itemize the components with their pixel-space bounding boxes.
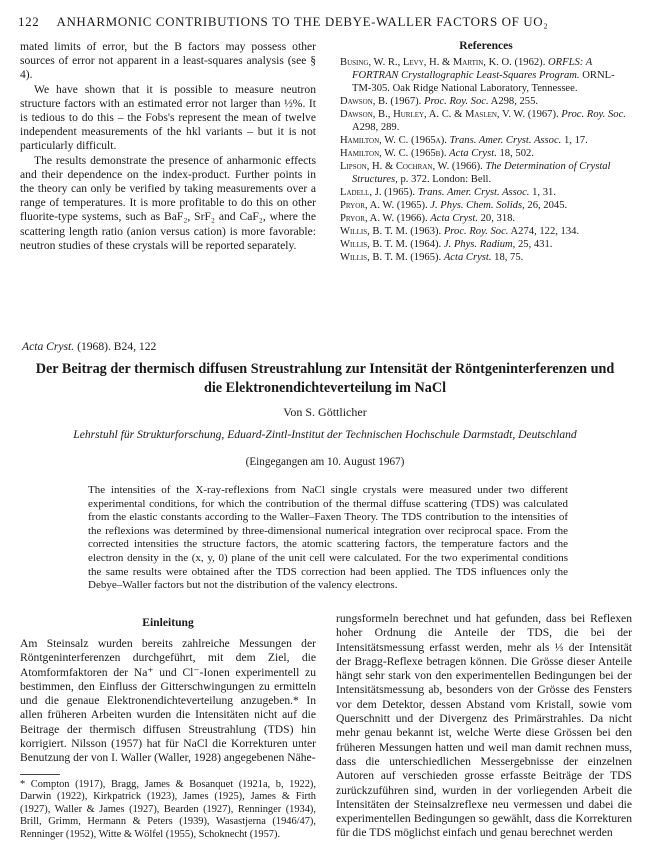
reference-authors: Willis, B. T. M. (1965).: [340, 252, 442, 263]
reference-details: A274, 122, 134.: [510, 226, 580, 237]
reference-details: 1, 17.: [563, 135, 588, 146]
reference-item: [340, 56, 632, 95]
reference-authors: Pryor, A. W. (1966).: [340, 213, 428, 224]
reference-details: A298, 289.: [352, 122, 400, 133]
reference-authors: Hamilton, W. C. (1965a).: [340, 135, 447, 146]
reference-title: ORFLS: A FORTRAN Crystallographic Least-Squares Program.: [352, 57, 593, 81]
journal-name: Acta Cryst.: [22, 340, 75, 353]
journal-citation: [22, 340, 156, 353]
reference-title: J. Phys. Chem. Solids,: [430, 200, 525, 211]
reference-item: [340, 199, 632, 212]
running-header: [18, 14, 634, 30]
intro-right-column: rungsformeln berechnet und hat gefunden, dass bei Reflexen hoher Ordnung die Anteile der TDS, die bei der Intensitätsmessung erfasst werden, mehr als ⅓ der Intensität der Bragg-Reflexe betragen können. Die Grösse dieser Anteile hängt sehr stark von den experimentellen Bedingungen bei der Intensitätsmessung ab, besonders von der Grösse des Fensters vor dem Detektor, dessen Abstand vom Kristall, sowie vom Querschnitt und der Divergenz des Primärstrahles. Da nicht mehr genau bekannt ist, welche Werte diese Grössen bei den früheren Messungen hatten und weil man damit rechnen muss, dass die unterschiedlichen Messergebnisse der einzelnen Autoren auf verschieden grosse erfasste Beiträge der TDS zurückzuführen sind, wurden in der vorliegenden Arbeit die Intensitäten der Steinsalzreflexe neu vermessen und dabei die experimentellen Bedingungen so gewählt, dass die Korrekturen für die TDS möglichst einfach und genau berechnet werden: [336, 612, 632, 840]
references-heading: References: [459, 40, 513, 52]
intro-paragraph: Am Steinsalz wurden bereits zahlreiche Messungen der Röntgeninterferenzen durchgeführt, mit dem Ziel, die Atomformfaktoren der Na⁺ und Cl⁻-Ionen experimentell zu bestimmen, den Einfluss der Gitterschwingungen zu ermitteln und die genaue Elektronendichteverteilung anzugeben.* In allen früheren Arbeiten wurden die Intensitäten nicht auf die Beitrage der thermisch diffusen Streustrahlung (TDS) hin korrigiert. Nilsson (1957) hat für NaCl die Korrekturen unter Benutzung der von I. Waller (Waller, 1928) angegebenen Nähe-: [20, 637, 316, 765]
running-title: ANHARMONIC CONTRIBUTIONS TO THE DEBYE-WALLER FACTORS OF UO₂: [56, 14, 549, 29]
reference-details: 18, 75.: [494, 252, 524, 263]
article-title: Der Beitrag der thermisch diffusen Streustrahlung zur Intensität der Röntgeninterferenzen und die Elektronendichteverteilung im NaCl: [35, 361, 615, 396]
reference-title: Acta Cryst.: [443, 252, 492, 263]
reference-item: [340, 147, 632, 160]
page-number: 122: [18, 14, 40, 29]
reference-item: [340, 251, 632, 264]
reference-authors: Lipson, H. & Cochran, W. (1966).: [340, 161, 483, 172]
reference-item: [340, 212, 632, 225]
reference-authors: Hamilton, W. C. (1965b).: [340, 148, 447, 159]
reference-authors: Busing, W. R., Levy, H. & Martin, K. O. (1962).: [340, 57, 546, 68]
received-date: (Eingegangen am 10. August 1967): [245, 456, 405, 468]
reference-authors: Ladell, J. (1965).: [340, 187, 416, 198]
reference-details: ORNL-TM-305. Oak Ridge National Laboratory, Tennessee.: [352, 70, 615, 94]
reference-details: 20, 318.: [480, 213, 516, 224]
reference-details: 25, 431.: [517, 239, 553, 250]
reference-title: Trans. Amer. Cryst. Assoc.: [417, 187, 530, 198]
reference-item: [340, 108, 632, 134]
reference-title: Proc. Roy. Soc.: [561, 109, 626, 120]
reference-details: A298, 255.: [490, 96, 539, 107]
citation-details: (1968). B24, 122: [77, 340, 157, 353]
reference-title: J. Phys. Radium,: [443, 239, 516, 250]
top-left-column: [20, 40, 316, 253]
paragraph: The results demonstrate the presence of anharmonic effects and their dependence on the index-product. Further points in the theory can only be verified by taking measurements over a range of temperatures. It is more profitable to do this on other fluorite-type systems, such as BaF₂, SrF₂ and CaF₂, where the scattering length ratio (anion versus cation) is more favorable: neutron studies of these crystals will be reported separately.: [20, 153, 316, 252]
reference-title: The Determination of Crystal Structures,: [352, 161, 611, 185]
reference-title: Proc. Roy. Soc.: [423, 96, 489, 107]
reference-authors: Pryor, A. W. (1965).: [340, 200, 428, 211]
reference-item: [340, 160, 632, 186]
paragraph: We have shown that it is possible to measure neutron structure factors with an estimated error not larger than ½%. It is tedious to do this – the Fobs's represent the mean of twelve independent measurements of the hkl variants – but it is not particularly difficult.: [20, 82, 316, 153]
footnote-divider: [20, 774, 60, 775]
reference-title: Acta Cryst.: [430, 213, 478, 224]
reference-authors: Willis, B. T. M. (1964).: [340, 239, 442, 250]
section-heading: Einleitung: [142, 616, 194, 629]
reference-item: [340, 225, 632, 238]
reference-authors: Willis, B. T. M. (1963).: [340, 226, 442, 237]
author: Von S. Göttlicher: [283, 405, 367, 419]
paragraph: mated limits of error, but the B factors may possess other sources of error not apparent in a least-squares analysis (see § 4).: [20, 40, 316, 82]
reference-details: p. 372. London: Bell.: [400, 174, 492, 185]
footnote: * Compton (1917), Bragg, James & Bosanquet (1921a, b, 1922), Darwin (1922), Kirkpatrick (1923), James (1925), James & Firth (1927), Waller & James (1927), Bearden (1927), Renninger (1934), Brill, Grimm, Hermann & Peters (1939), Wasastjerna (1946/47), Renninger (1952), Witte & Wölfel (1955), Schoknecht (1957).: [20, 778, 316, 841]
reference-details: 18, 502.: [499, 148, 534, 159]
reference-details: 26, 2045.: [527, 200, 568, 211]
abstract: The intensities of the X-ray-reflexions from NaCl single crystals were measured under two different experimental conditions, for which the contribution of the thermal diffuse scattering (TDS) was calculated from the elastic constants according to the Waller–Faxen Theory. The TDS contribution to the intensities of the reflexions was determined by three-dimensional numerical integration over reciprocal space. From the corrected intensities the structure factors, the atomic scattering factors, the temperature factors and the electron density in the (x, y, 0) plane of the unit cell were calculated. For the two experimental conditions the same results were obtained after the TDS correction had been applied. The TDS influences only the Debye–Waller factors but not the distribution of the valency electrons.: [88, 484, 568, 592]
references-section: [340, 40, 632, 264]
reference-item: [340, 134, 632, 147]
reference-title: Proc. Roy. Soc.: [443, 226, 509, 237]
reference-authors: Dawson, B., Hurley, A. C. & Maslen, V. W. (1967).: [340, 109, 559, 120]
reference-item: [340, 95, 632, 108]
reference-item: [340, 238, 632, 251]
intro-left-column: [20, 616, 316, 842]
affiliation: Lehrstuhl für Strukturforschung, Eduard-Zintl-Institut der Technischen Hochschule Darmstadt, Deutschland: [73, 428, 577, 441]
reference-item: [340, 186, 632, 199]
reference-authors: Dawson, B. (1967).: [340, 96, 422, 107]
reference-title: Acta Cryst.: [449, 148, 497, 159]
reference-title: Trans. Amer. Cryst. Assoc.: [449, 135, 562, 146]
reference-details: 1, 31.: [532, 187, 556, 198]
references-list: [340, 56, 632, 264]
